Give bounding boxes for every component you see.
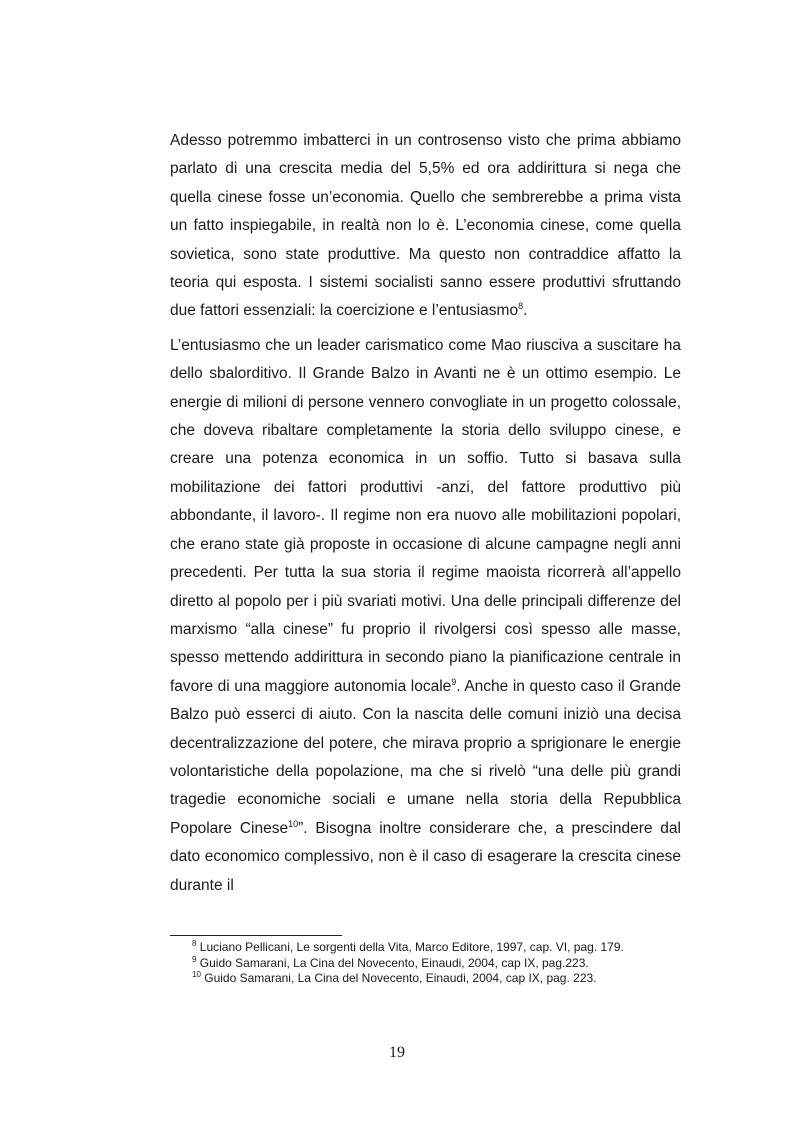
- paragraph-1-text: Adesso potremmo imbatterci in un controsenso visto che prima abbiamo parlato di una crescita media del 5,5% ed ora addirittura si nega che quella cinese fosse un’economia. Quello che sembrerebbe a prima vista un fatto inspiegabile, in realtà non lo è. L’economia cinese, come quella sovietica, sono state produttive. Ma questo non contraddice affatto la teoria qui esposta. I sistemi socialisti sanno essere produttivi sfruttando due fattori essenziali: la coercizione e l’entusiasmo: [170, 132, 681, 320]
- footnote: [192, 971, 692, 987]
- paragraph-2-text-c: ”. Bisogna inoltre considerare che, a prescindere dal dato economico complessivo, non è il caso di esagerare la crescita cinese durante il: [170, 819, 681, 894]
- footnote-number: 9: [192, 954, 197, 964]
- paragraph-1-end: .: [523, 302, 528, 320]
- paragraph-2-text-a: L’entusiasmo che un leader carismatico come Mao riusciva a suscitare ha dello sbalorditivo. Il Grande Balzo in Avanti ne è un ottimo esempio. Le energie di milioni di persone vennero convogliate in un progetto colossale, che doveva ribaltare completamente la storia dello sviluppo cinese, e creare una potenza economica in un soffio. Tutto si basava sulla mobilitazione dei fattori produttivi -anzi, del fattore produttivo più abbondante, il lavoro-. Il regime non era nuovo alle mobilitazioni popolari, che erano state già proposte in occasione di alcune campagne negli anni precedenti. Per tutta la sua storia il regime maoista ricorrerà all’appello diretto al popolo per i più svariati motivi. Una delle principali differenze del marxismo “alla cinese” fu proprio il rivolgersi così spesso alle masse, spesso mettendo addirittura in secondo piano la pianificazione centrale in favore di una maggiore autonomia locale: [170, 336, 681, 695]
- footnote-number: 10: [192, 970, 201, 979]
- footnote-ref-10: 10: [288, 818, 299, 829]
- footnote-text: Luciano Pellicani, Le sorgenti della Vita, Marco Editore, 1997, cap. VI, pag. 179.: [199, 940, 624, 954]
- footnote-number: 8: [192, 939, 197, 948]
- footnote-ref-8: 8: [518, 301, 524, 312]
- footnote-text: Guido Samarani, La Cina del Novecento, Einaudi, 2004, cap IX, pag. 223.: [204, 971, 597, 985]
- footnote: [192, 956, 692, 972]
- footnote: [192, 940, 692, 956]
- footnote-separator: [170, 935, 342, 936]
- footnote-text: Guido Samarani, La Cina del Novecento, Einaudi, 2004, cap IX, pag.223.: [199, 955, 589, 970]
- paragraph-1: [170, 127, 681, 326]
- footnote-ref-9: 9: [451, 676, 457, 687]
- body-text: [170, 127, 681, 900]
- footnotes: [192, 940, 692, 987]
- paragraph-2-text-b: . Anche in questo caso il Grande Balzo può esserci di aiuto. Con la nascita delle comuni iniziò una decisa decentralizzazione del potere, che mirava proprio a sprigionare le energie volontaristiche della popolazione, ma che si rivelò “una delle più grandi tragedie economiche sociali e umane nella storia della Repubblica Popolare Cinese: [170, 677, 681, 837]
- paragraph-2: [170, 332, 681, 900]
- page-number: 19: [389, 1044, 405, 1061]
